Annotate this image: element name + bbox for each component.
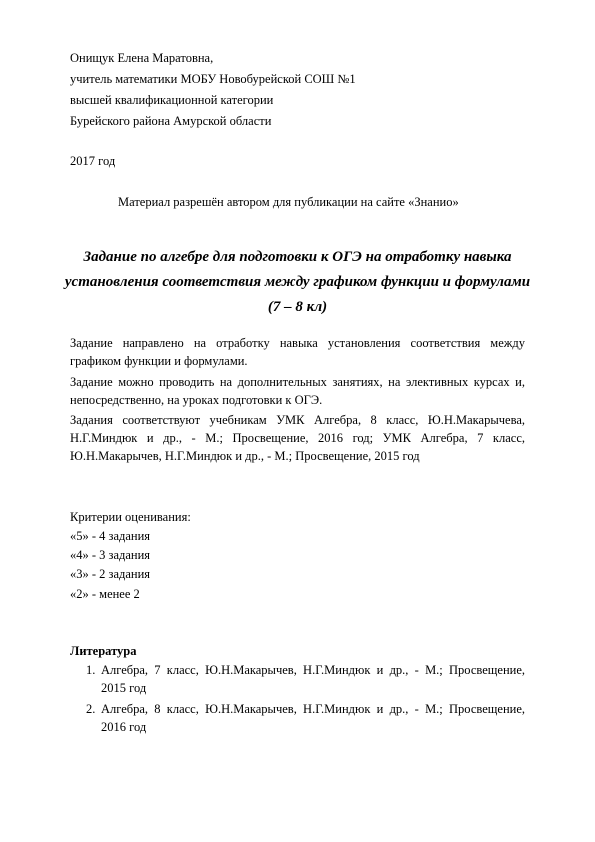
criteria-item: «2» - менее 2	[70, 587, 140, 601]
literature-item-text: Алгебра, 7 класс, Ю.Н.Макарычев, Н.Г.Миндюк и др., - М.; Просвещение, 2015 год	[101, 663, 525, 695]
literature-list	[70, 661, 525, 739]
criteria-heading: Критерии оценивания:	[70, 510, 191, 524]
year: 2017 год	[70, 154, 116, 168]
author-category: высшей квалификационной категории	[70, 93, 274, 107]
author-name: Онищук Елена Маратовна,	[70, 51, 214, 65]
author-position: учитель математики МОБУ Новобурейской СОШ №1	[70, 72, 356, 86]
literature-item-text: Алгебра, 8 класс, Ю.Н.Макарычев, Н.Г.Миндюк и др., - М.; Просвещение, 2016 год	[101, 702, 525, 734]
literature-item-number: 1.	[86, 663, 96, 677]
author-region: Бурейского района Амурской области	[70, 114, 272, 128]
literature-item	[70, 700, 525, 736]
literature-item-number: 2.	[86, 702, 96, 716]
criteria-item: «5» - 4 задания	[70, 529, 151, 543]
literature-item	[70, 661, 525, 697]
description-paragraph-3: Задания соответствуют учебникам УМК Алгебра, 8 класс, Ю.Н.Макарычева, Н.Г.Миндюк и др., - М.; Просвещение, 2016 год; УМК Алгебра, 7 класс, Ю.Н.Макарычев, Н.Г.Миндюк и др., - М.; Просвещение, 2015 год	[70, 413, 525, 463]
criteria-item: «3» - 2 задания	[70, 567, 151, 581]
description-paragraph-1: Задание направлено на отработку навыка установления соответствия между графиком функции и формулами.	[70, 336, 525, 368]
literature-heading: Литература	[70, 644, 137, 658]
description-paragraph-2: Задание можно проводить на дополнительных занятиях, на элективных курсах и, непосредственно, на уроках подготовки к ОГЭ.	[70, 375, 525, 407]
criteria-item: «4» - 3 задания	[70, 548, 151, 562]
permission-note: Материал разрешён автором для публикации на сайте «Знанио»	[118, 195, 459, 209]
document-title: Задание по алгебре для подготовки к ОГЭ на отработку навыка установления соответствия между графиком функции и формулами (7 – 8 кл)	[64, 249, 531, 315]
